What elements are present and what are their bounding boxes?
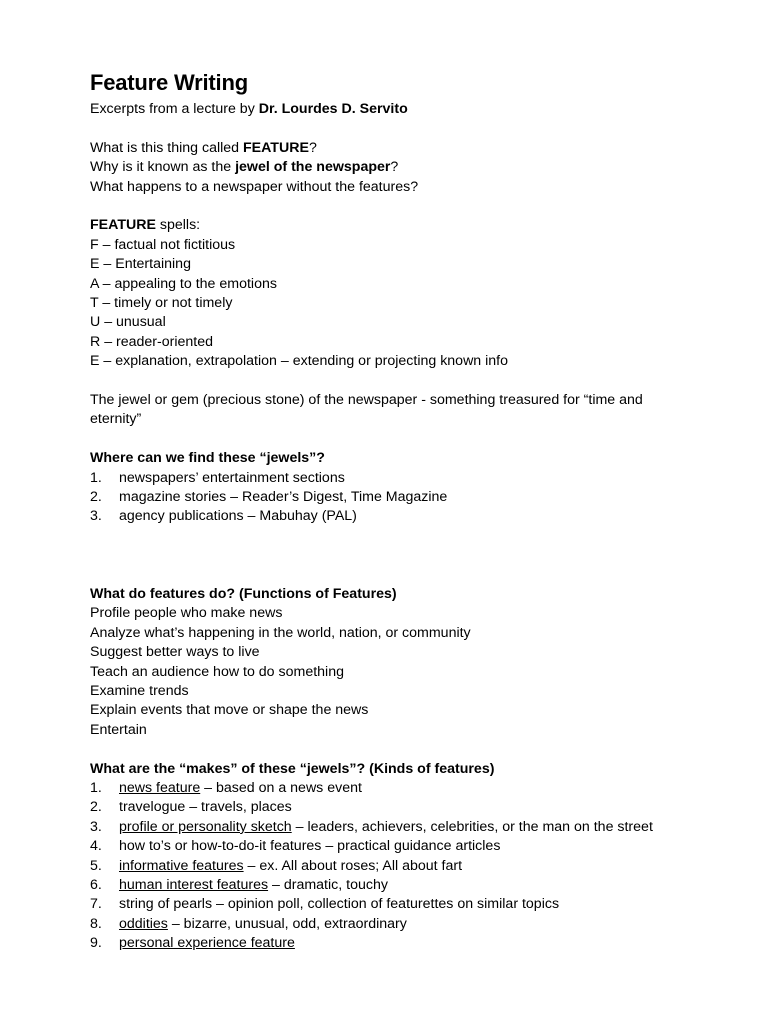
- functions-heading-text: What do features do? (Functions of Features): [90, 585, 397, 602]
- kind-description: – based on a news event: [200, 779, 362, 796]
- where-heading: [90, 449, 680, 468]
- functions-heading: [90, 585, 680, 604]
- kind-description: – dramatic, touchy: [268, 876, 388, 893]
- kind-item: [90, 934, 680, 953]
- where-heading-text: Where can we find these “jewels”?: [90, 450, 325, 467]
- question-2-pre: Why is it known as the: [90, 159, 236, 176]
- subtitle: [90, 100, 680, 119]
- document-title: Feature Writing: [90, 70, 248, 95]
- kind-term: human interest features: [119, 876, 269, 893]
- kind-term: personal experience feature: [119, 935, 295, 952]
- question-1-pre: What is this thing called: [90, 139, 243, 156]
- kinds-heading-text: What are the “makes” of these “jewels”? (Kinds of features): [90, 760, 495, 777]
- kinds-heading: [90, 760, 680, 779]
- question-1: [90, 139, 680, 158]
- kind-term: informative features: [119, 857, 244, 874]
- list-number: 2.: [90, 489, 102, 506]
- function-item: Examine trends: [90, 682, 189, 699]
- list-number: 1.: [90, 779, 102, 796]
- acrostic-heading-bold: FEATURE: [90, 217, 156, 234]
- list-number: 3.: [90, 508, 102, 525]
- kind-item: [90, 798, 680, 817]
- list-number: 5.: [90, 857, 102, 874]
- list-number: 7.: [90, 896, 102, 913]
- kind-item: [90, 779, 680, 798]
- acrostic-heading: [90, 216, 680, 235]
- jewel-paragraph: The jewel or gem (precious stone) of the newspaper - something treasured for “time and eternity”: [90, 392, 643, 428]
- acrostic-item: A – appealing to the emotions: [90, 275, 277, 292]
- acrostic-item: E – Entertaining: [90, 256, 191, 273]
- list-number: 8.: [90, 915, 102, 932]
- question-1-bold: FEATURE: [242, 139, 309, 156]
- kind-description: – bizarre, unusual, odd, extraordinary: [167, 915, 407, 932]
- acrostic-item: T – timely or not timely: [90, 295, 233, 312]
- kind-item: [90, 915, 680, 934]
- question-3: What happens to a newspaper without the features?: [90, 178, 419, 195]
- kind-description: – ex. All about roses; All about fart: [243, 857, 463, 874]
- kind-item: [90, 876, 680, 895]
- acrostic-heading-rest: spells:: [155, 217, 201, 234]
- acrostic-item: R – reader-oriented: [90, 333, 214, 350]
- question-1-post: ?: [308, 139, 317, 156]
- where-item-text: agency publications – Mabuhay (PAL): [119, 508, 357, 525]
- kind-description: travelogue – travels, places: [119, 799, 292, 816]
- question-2-bold: jewel of the newspaper: [235, 159, 391, 176]
- question-2: [90, 158, 680, 177]
- question-2-post: ?: [390, 159, 399, 176]
- kind-description: – leaders, achievers, celebrities, or the man on the street: [291, 818, 653, 835]
- document-body: [90, 68, 680, 954]
- list-number: 2.: [90, 799, 102, 816]
- where-item: [90, 469, 680, 488]
- function-item: Entertain: [90, 721, 147, 738]
- kind-description: how to’s or how-to-do-it features – practical guidance articles: [119, 838, 501, 855]
- function-item: Analyze what’s happening in the world, nation, or community: [90, 624, 471, 641]
- list-number: 4.: [90, 838, 102, 855]
- list-number: 9.: [90, 935, 102, 952]
- kind-item: [90, 857, 680, 876]
- kind-term: news feature: [119, 779, 201, 796]
- acrostic-item: F – factual not fictitious: [90, 236, 236, 253]
- function-item: Profile people who make news: [90, 605, 283, 622]
- subtitle-author: Dr. Lourdes D. Servito: [258, 101, 408, 117]
- kind-term: profile or personality sketch: [119, 818, 292, 835]
- where-item-text: magazine stories – Reader’s Digest, Time Magazine: [119, 489, 448, 506]
- acrostic-item: U – unusual: [90, 314, 166, 331]
- kind-item: [90, 818, 680, 837]
- function-item: Teach an audience how to do something: [90, 663, 344, 680]
- list-number: 1.: [90, 469, 102, 486]
- list-number: 6.: [90, 876, 102, 893]
- where-item: [90, 488, 680, 507]
- function-item: Suggest better ways to live: [90, 644, 260, 661]
- list-number: 3.: [90, 818, 102, 835]
- kind-description: string of pearls – opinion poll, collection of featurettes on similar topics: [119, 896, 560, 913]
- function-item: Explain events that move or shape the news: [90, 702, 369, 719]
- where-item: [90, 507, 680, 526]
- kind-term: oddities: [119, 915, 168, 932]
- kind-item: [90, 895, 680, 914]
- kind-item: [90, 837, 680, 856]
- acrostic-item: E – explanation, extrapolation – extending or projecting known info: [90, 353, 509, 370]
- where-item-text: newspapers’ entertainment sections: [119, 469, 345, 486]
- subtitle-prefix: Excerpts from a lecture by: [90, 101, 259, 117]
